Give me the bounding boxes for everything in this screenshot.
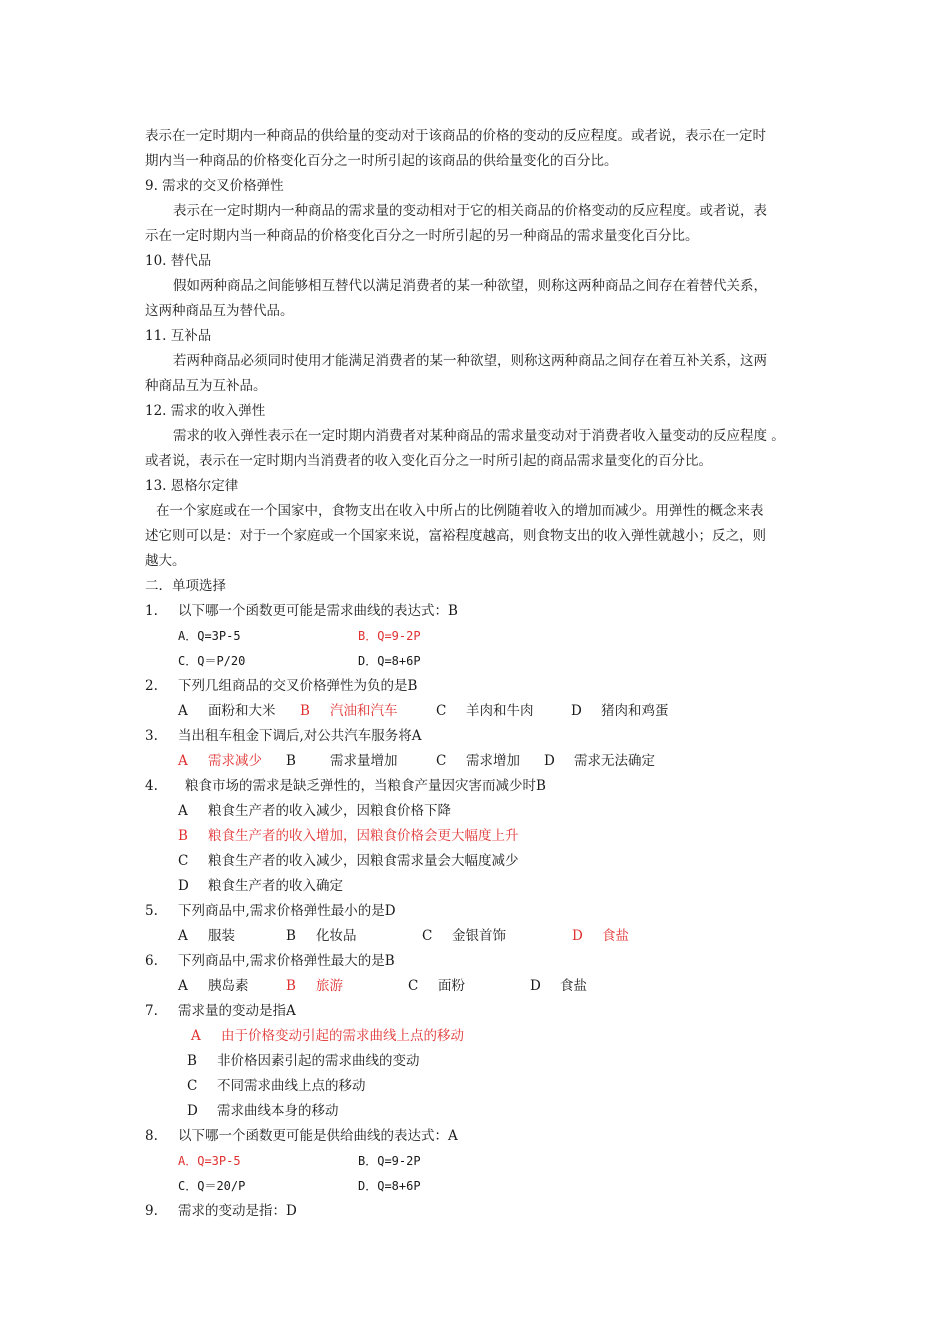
question-8 [145, 1124, 815, 1149]
question-7 [145, 999, 815, 1024]
question-text: 当出租车租金下调后,对公共汽车服务将A [178, 728, 422, 744]
question-number: 9. [145, 1203, 158, 1219]
option-letter: B [300, 703, 310, 719]
option-letter: B [178, 828, 188, 844]
option-row [145, 1024, 815, 1049]
paragraph-line: 在一个家庭或在一个国家中，食物支出在收入中所占的比例随着收入的增加而减少。用弹性的概念来表 [156, 503, 764, 519]
option-c: 羊肉和牛肉 [466, 703, 534, 719]
paragraph-line: 期内当一种商品的价格变化百分之一时所引起的该商品的供给量变化的百分比。 [145, 153, 618, 169]
option-c: C．Q＝20/P [178, 1179, 246, 1193]
question-text: 下列几组商品的交叉价格弹性为负的是B [178, 678, 418, 694]
option-c: 金银首饰 [452, 928, 506, 944]
question-number: 3. [145, 728, 158, 744]
option-a-answer: A．Q=3P-5 [178, 1154, 241, 1168]
option-letter: C [436, 703, 447, 719]
option-row [145, 799, 815, 824]
option-row [145, 1099, 815, 1124]
option-letter: A [178, 753, 188, 769]
question-9 [145, 1199, 815, 1224]
paragraph-line: 述它则可以是：对于一个家庭或一个国家来说，富裕程度越高，则食物支出的收入弹性就越小；反之，则 [145, 528, 766, 544]
option-c: 粮食生产者的收入减少，因粮食需求量会大幅度减少 [208, 853, 519, 869]
question-number: 5. [145, 903, 158, 919]
option-letter: D [530, 978, 541, 994]
option-c: C．Q＝P/20 [178, 654, 246, 668]
option-d: D．Q=8+6P [358, 1179, 421, 1193]
option-letter: C [436, 753, 447, 769]
option-b-answer: B．Q=9-2P [358, 629, 421, 643]
option-letter: B [286, 753, 296, 769]
option-row [145, 849, 815, 874]
question-text: 以下哪一个函数更可能是需求曲线的表达式：B [178, 603, 458, 619]
paragraph-line: 这两种商品互为替代品。 [145, 303, 294, 319]
option-a: 服装 [208, 928, 235, 944]
option-row [145, 1149, 815, 1174]
option-letter: A [178, 928, 188, 944]
section-heading: 二．单项选择 [145, 578, 226, 594]
question-number: 7. [145, 1003, 158, 1019]
option-row [145, 824, 815, 849]
option-d: 需求曲线本身的移动 [217, 1103, 339, 1119]
option-a-answer: 需求减少 [208, 753, 262, 769]
term-heading: 9. 需求的交叉价格弹性 [145, 178, 284, 194]
paragraph-line: 越大。 [145, 553, 186, 569]
option-row [145, 1174, 815, 1199]
paragraph-line: 表示在一定时期内一种商品的需求量的变动相对于它的相关商品的价格变动的反应程度。或者说，表 [173, 203, 767, 219]
paragraph-line: 需求的收入弹性表示在一定时期内消费者对某种商品的需求量变动对于消费者收入量变动的反应程度 。 [173, 428, 785, 444]
option-row [145, 924, 815, 949]
option-row [145, 1049, 815, 1074]
option-letter: D [178, 878, 189, 894]
option-row [145, 974, 815, 999]
question-text: 下列商品中,需求价格弹性最小的是D [178, 903, 396, 919]
option-c: 不同需求曲线上点的移动 [217, 1078, 366, 1094]
question-2 [145, 674, 815, 699]
paragraph-line: 表示在一定时期内一种商品的供给量的变动对于该商品的价格的变动的反应程度。或者说，表示在一定时 [145, 128, 766, 144]
option-a-answer: 由于价格变动引起的需求曲线上点的移动 [221, 1028, 464, 1044]
question-text: 需求的变动是指：D [178, 1203, 297, 1219]
option-letter: D [572, 928, 583, 944]
option-row [145, 1074, 815, 1099]
option-d: D．Q=8+6P [358, 654, 421, 668]
option-a: 胰岛素 [208, 978, 249, 994]
option-a: 面粉和大米 [208, 703, 276, 719]
option-b: 化妆品 [316, 928, 357, 944]
term-heading: 13. 恩格尔定律 [145, 478, 239, 494]
option-letter: B [286, 928, 296, 944]
option-b-answer: 粮食生产者的收入增加，因粮食价格会更大幅度上升 [208, 828, 519, 844]
question-text: 下列商品中,需求价格弹性最大的是B [178, 953, 395, 969]
option-a: A．Q=3P-5 [178, 629, 241, 643]
option-letter: C [187, 1078, 198, 1094]
option-b: 需求量增加 [330, 753, 398, 769]
option-letter: D [187, 1103, 198, 1119]
option-d: 粮食生产者的收入确定 [208, 878, 343, 894]
option-row [145, 749, 815, 774]
option-letter: C [178, 853, 189, 869]
option-c: 需求增加 [466, 753, 520, 769]
question-4 [145, 774, 815, 799]
question-3 [145, 724, 815, 749]
option-letter: A [178, 703, 188, 719]
option-d: 食盐 [560, 978, 587, 994]
option-c: 面粉 [438, 978, 465, 994]
term-heading: 11. 互补品 [145, 328, 212, 344]
option-b-answer: 旅游 [316, 978, 343, 994]
option-row [145, 624, 815, 649]
option-letter: A [178, 978, 188, 994]
option-row [145, 699, 815, 724]
option-b: 非价格因素引起的需求曲线的变动 [217, 1053, 420, 1069]
option-letter: D [544, 753, 555, 769]
paragraph-line: 种商品互为互补品。 [145, 378, 267, 394]
option-letter: A [191, 1028, 201, 1044]
term-heading: 10. 替代品 [145, 253, 212, 269]
option-letter: B [187, 1053, 197, 1069]
question-number: 1. [145, 603, 158, 619]
question-text: 以下哪一个函数更可能是供给曲线的表达式：A [178, 1128, 458, 1144]
question-text: 需求量的变动是指A [178, 1003, 296, 1019]
question-1 [145, 599, 815, 624]
question-number: 8. [145, 1128, 158, 1144]
paragraph-line: 示在一定时期内当一种商品的价格变化百分之一时所引起的另一种商品的需求量变化百分比。 [145, 228, 699, 244]
option-d-answer: 食盐 [602, 928, 629, 944]
option-row [145, 874, 815, 899]
option-letter: C [422, 928, 433, 944]
paragraph-line: 或者说，表示在一定时期内当消费者的收入变化百分之一时所引起的商品需求量变化的百分比。 [145, 453, 712, 469]
option-b: B．Q=9-2P [358, 1154, 421, 1168]
option-letter: B [286, 978, 296, 994]
option-b-answer: 汽油和汽车 [330, 703, 398, 719]
option-row [145, 649, 815, 674]
paragraph-line: 若两种商品必须同时使用才能满足消费者的某一种欲望，则称这两种商品之间存在着互补关系，这两 [173, 353, 767, 369]
question-number: 2. [145, 678, 158, 694]
option-d: 需求无法确定 [574, 753, 655, 769]
question-6 [145, 949, 815, 974]
option-letter: D [571, 703, 582, 719]
option-a: 粮食生产者的收入减少，因粮食价格下降 [208, 803, 451, 819]
question-text: 粮食市场的需求是缺乏弹性的，当粮食产量因灾害而减少时B [185, 778, 546, 794]
term-heading: 12. 需求的收入弹性 [145, 403, 266, 419]
question-5 [145, 899, 815, 924]
question-number: 4. [145, 778, 158, 794]
paragraph-line: 假如两种商品之间能够相互替代以满足消费者的某一种欲望，则称这两种商品之间存在着替代关系， [173, 278, 767, 294]
option-d: 猪肉和鸡蛋 [601, 703, 669, 719]
document-body [145, 124, 815, 1224]
question-number: 6. [145, 953, 158, 969]
option-letter: C [408, 978, 419, 994]
option-letter: A [178, 803, 188, 819]
